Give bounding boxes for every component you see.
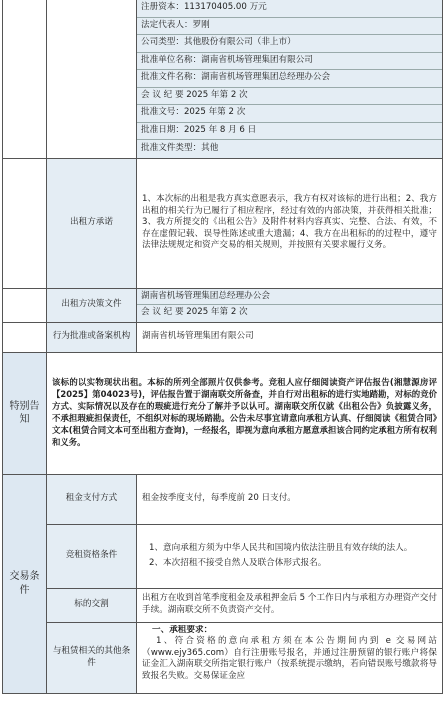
approval-org-value: 湖南省机场管理集团有限公司: [137, 322, 443, 352]
qualification-item-2: 2、本次招租不接受自然人及联合体形式报名。: [149, 557, 327, 568]
handover-value: 出租方在收到首笔季度租金及承租押金后 5 个工作日内与承租方办理资产交付手续。湖南联交所不负责资产交付。: [137, 588, 443, 622]
approval-doc-name: 批准文件名称：湖南省机场管理集团总经理办公会: [137, 70, 442, 88]
qualification-item-1: 1、意向承租方须为中华人民共和国境内依法注册且有效存续的法人。: [149, 542, 413, 553]
approval-doc-number: 批准文号：2025 年第 2 次: [137, 105, 442, 123]
legal-representative: 法定代表人：罗刚: [137, 18, 442, 36]
commitment-text: 1、本次标的出租是我方真实意愿表示，我方有权对该标的进行出租；2、我方出租的相关行为已履行了相应程序，经过有效的内部决策，并获得相关批准；3、我方所提交的《出租公告》及附件材料内容真实、完整、合法、有效，不存在虚假记载、误导性陈述或重大遗漏；4、我方在出租标的的过程中，遵守法律法规规定和资产交易的相关规则，并按照有关要求履行义务。: [137, 158, 443, 288]
commitment-label: 出租方承诺: [47, 158, 137, 288]
handover-label: 标的交割: [47, 588, 137, 622]
approval-doc-type: 批准文件类型：其他: [141, 142, 219, 153]
approval-unit: 批准单位名称：湖南省机场管理集团有限公司: [137, 53, 442, 71]
meeting-minutes: 会 议 纪 要 2025 年第 2 次: [137, 88, 442, 106]
other-conditions-heading: 一、承租要求：: [152, 624, 213, 635]
other-conditions-text: 1、符合资格的意向承租方须在本公告期间内到 e 交易网站（www.ejy365.com）自行注册账号报名，并通过注册预留的银行账户将保证金汇入湖南联交所指定银行账户（按系统提示缴纳，若向错误账号缴款将导致报名失败。交易保证金应: [142, 636, 437, 681]
qualification-cell: [137, 524, 443, 588]
special-notice-text: 该标的以实物现状出租。本标的所列全部照片仅供参考。竞租人应仔细阅读资产评估报告(湘慧源房评【2025】第04023号)，评估报告置于湖南联交所备查，并自行对出租标的进行实地踏勘，对标的竞价方式、实际情况以及存在的瑕疵进行充分了解并予以认可。湖南联交所仅就《出租公告》负披露义务，不承担瑕疵担保责任，不组织对标的现场踏勘。公告未尽事宜请意向承租方认真、仔细阅读《租赁合同》文本(租赁合同文本可至出租方查询)，一经报名，即视为意向承租方愿意承担该合同约定承租方所有权利和义务。: [47, 352, 443, 474]
other-conditions-label: 与租赁相关的其他条件: [47, 622, 137, 693]
decision-doc-line2: 会 议 纪 要 2025 年第 2 次: [141, 307, 248, 318]
company-info-cell: [137, 0, 443, 158]
payment-method-label: 租金支付方式: [47, 474, 137, 524]
approval-org-label: 行为批准或备案机构: [47, 322, 137, 352]
listing-table: [2, 0, 443, 694]
decision-doc-label: 出租方决策文件: [47, 288, 137, 322]
trade-conditions-label: 交易条件: [3, 474, 47, 693]
company-type: 公司类型：其他股份有限公司（非上市）: [137, 35, 442, 53]
special-notice-label: 特别告知: [3, 352, 47, 474]
decision-doc-line1: 湖南省机场管理集团总经理办公会: [137, 289, 442, 305]
registered-capital: 注册资本：113170405.00 万元: [137, 0, 442, 18]
payment-method-value: 租金按季度支付，每季度前 20 日支付。: [137, 474, 443, 524]
approval-date: 批准日期：2025 年 8 月 6 日: [137, 123, 442, 141]
decision-doc-cell: [137, 288, 443, 322]
other-conditions-cell: [137, 622, 443, 693]
qualification-label: 竞租资格条件: [47, 524, 137, 588]
